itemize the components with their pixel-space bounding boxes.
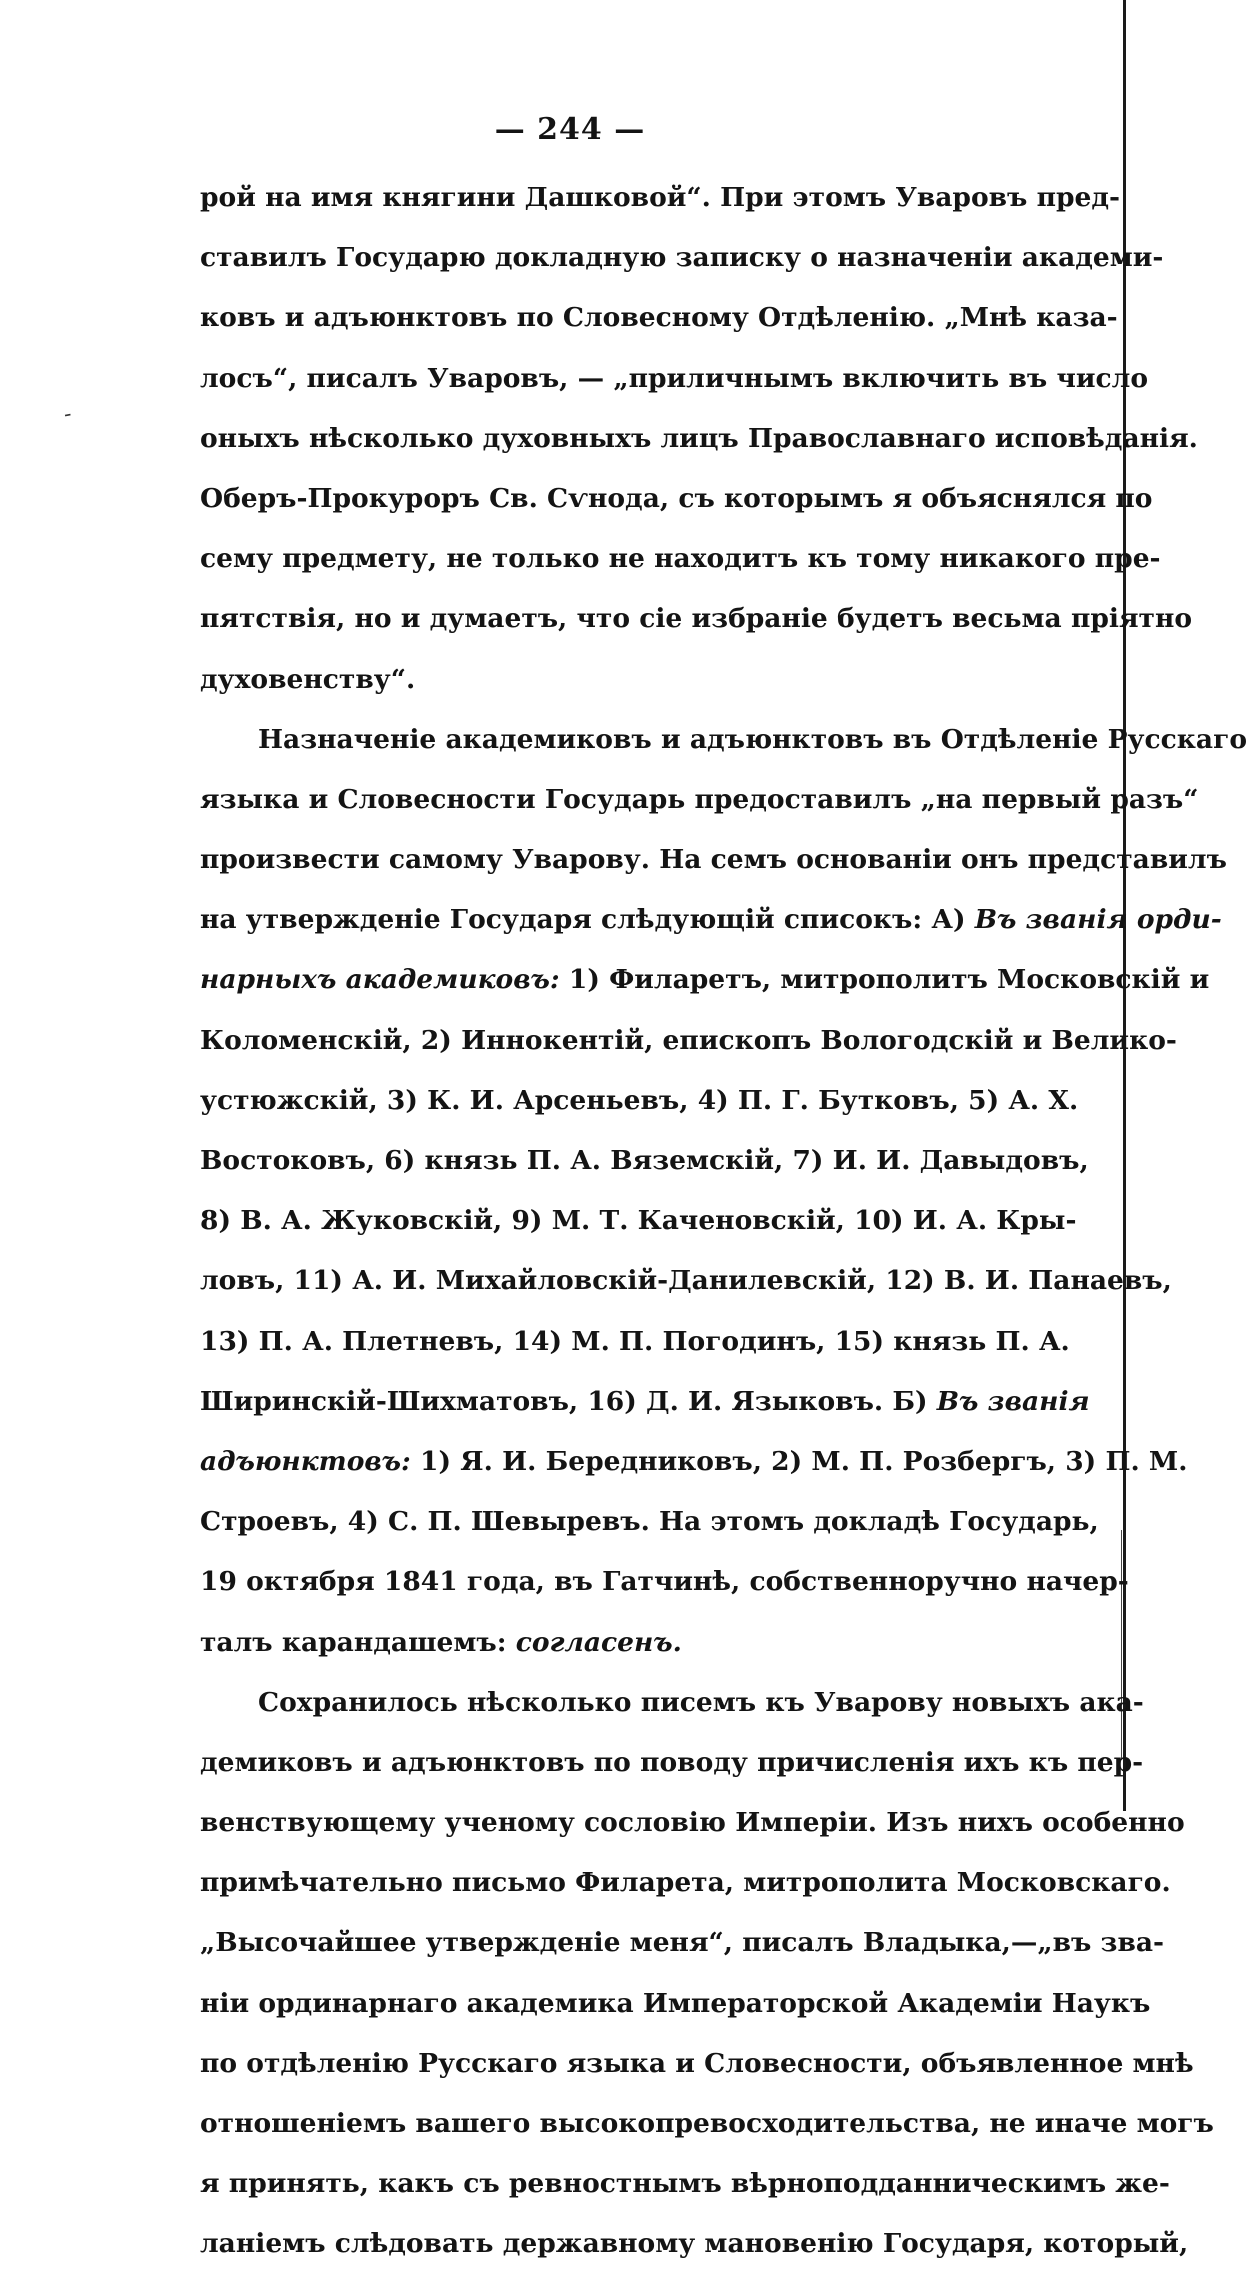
text-line [200, 1733, 1144, 1793]
text-segment: примѣчательно письмо Филарета, митрополита Московскаго. [200, 1867, 1171, 1899]
text-segment: „Высочайшее утвержденіе меня“, писалъ Владыка,—„въ зва- [200, 1927, 1165, 1959]
text-line [200, 890, 1222, 950]
text-line [200, 2214, 1189, 2274]
text-segment: Назначеніе академиковъ и адъюнктовъ въ Отдѣленіе Русскаго [258, 723, 1247, 755]
text-segment: ковъ и адъюнктовъ по Словесному Отдѣленію. „Мнѣ каза- [200, 302, 1118, 334]
page-number: — 244 — [494, 112, 646, 147]
text-segment: 13) П. А. Плетневъ, 14) М. П. Погодинъ, 15) князь П. А. [200, 1325, 1070, 1357]
text-line [200, 1251, 1172, 1311]
text-line [200, 288, 1118, 348]
text-line [200, 1191, 1077, 1251]
text-line [200, 1131, 1089, 1191]
text-line [200, 1913, 1165, 1973]
text-line [200, 1853, 1171, 1913]
margin-mark: - [61, 401, 74, 428]
text-line [200, 650, 1045, 710]
text-segment: сему предмету, не только не находитъ къ тому никакого пре- [200, 543, 1161, 575]
text-line [200, 1673, 1144, 1733]
text-segment: оныхъ нѣсколько духовныхъ лицъ Православнаго исповѣданія. [200, 422, 1198, 454]
page-edge-line-thin [1121, 1530, 1122, 1760]
italic-text-segment: адъюнктовъ: [200, 1445, 411, 1477]
text-segment: пятствія, но и думаетъ, что сіе избраніе будетъ весьма пріятно [200, 603, 1193, 635]
text-segment: я принять, какъ съ ревностнымъ вѣрноподданническимъ же- [200, 2168, 1170, 2200]
text-segment: ловъ, 11) А. И. Михайловскій-Данилевскій, 12) В. И. Панаевъ, [200, 1265, 1172, 1297]
text-segment: 8) В. А. Жуковскій, 9) М. Т. Каченовскій, 10) И. А. Кры- [200, 1205, 1077, 1237]
text-line [200, 409, 1198, 469]
text-segment: лосъ“, писалъ Уваровъ, — „приличнымъ включить въ число [200, 362, 1149, 394]
text-segment: на утвержденіе Государя слѣдующій списокъ: А) [200, 904, 975, 936]
text-line [200, 168, 1121, 228]
text-line [200, 1432, 1188, 1492]
text-line [200, 1071, 1079, 1131]
text-line [200, 469, 1153, 529]
text-line [200, 2034, 1194, 2094]
text-segment: ставилъ Государю докладную записку о назначеніи академи- [200, 242, 1164, 274]
text-segment: Строевъ, 4) С. П. Шевыревъ. На этомъ докладѣ Государь, [200, 1506, 1099, 1538]
text-line [200, 2094, 1214, 2154]
text-line [200, 1312, 1070, 1372]
text-line [200, 349, 1149, 409]
text-line [200, 1552, 1129, 1612]
text-line [200, 950, 1210, 1010]
text-segment: по отдѣленію Русскаго языка и Словесности, объявленное мнѣ [200, 2047, 1194, 2079]
italic-text-segment: согласенъ. [515, 1626, 682, 1658]
text-line [200, 830, 1227, 890]
italic-text-segment: Въ званія [936, 1385, 1090, 1417]
text-line [200, 1974, 1151, 2034]
text-segment: языка и Словесности Государь предоставилъ „на первый разъ“ [200, 783, 1199, 815]
text-segment: Ширинскій-Шихматовъ, 16) Д. И. Языковъ. Б) [200, 1385, 937, 1417]
text-segment: 1) Филаретъ, митрополитъ Московскій и [559, 964, 1210, 996]
text-segment: духовенству“. [200, 663, 416, 695]
text-line [200, 589, 1193, 649]
text-line [200, 529, 1161, 589]
text-segment: произвести самому Уварову. На семъ основаніи онъ представилъ [200, 844, 1227, 876]
italic-text-segment: Въ званія орди- [974, 904, 1222, 936]
text-line [200, 228, 1164, 288]
text-segment: Оберъ-Прокуроръ Св. Сѵнода, съ которымъ я объяснялся по [200, 482, 1153, 514]
text-segment: Коломенскій, 2) Иннокентій, епископъ Вологодскій и Велико- [200, 1024, 1177, 1056]
text-segment: ніи ординарнаго академика Императорской Академіи Наукъ [200, 1987, 1151, 2019]
text-segment: рой на имя княгини Дашковой“. При этомъ Уваровъ пред- [200, 182, 1121, 213]
text-segment: демиковъ и адъюнктовъ по поводу причисленія ихъ къ пер- [200, 1746, 1144, 1778]
text-line [200, 1011, 1177, 1071]
text-segment: 19 октября 1841 года, въ Гатчинѣ, собственноручно начер- [200, 1566, 1129, 1598]
text-segment: Сохранилось нѣсколько писемъ къ Уварову новыхъ ака- [258, 1686, 1144, 1718]
text-line [200, 770, 1199, 830]
text-segment: 1) Я. И. Бередниковъ, 2) М. П. Розбергъ, 3) П. М. [410, 1445, 1188, 1477]
text-segment: устюжскій, 3) К. И. Арсеньевъ, 4) П. Г. Бутковъ, 5) А. Х. [200, 1084, 1079, 1116]
text-segment: отношеніемъ вашего высокопревосходительства, не иначе могъ [200, 2108, 1214, 2139]
text-line [200, 2154, 1170, 2214]
text-segment: ланіемъ слѣдовать державному мановенію Государя, который, [200, 2228, 1189, 2260]
text-line [200, 1372, 1090, 1432]
text-line [200, 1492, 1099, 1552]
text-segment: венствующему ученому сословію Имперіи. Изъ нихъ особенно [200, 1807, 1185, 1839]
text-line [200, 1613, 1045, 1673]
body-text [200, 168, 1247, 2275]
text-line [200, 1793, 1185, 1853]
text-segment: талъ карандашемъ: [200, 1626, 516, 1658]
text-line [200, 710, 1247, 770]
text-segment: Востоковъ, 6) князь П. А. Вяземскій, 7) И. И. Давыдовъ, [200, 1145, 1089, 1176]
italic-text-segment: нарныхъ академиковъ: [200, 964, 560, 996]
